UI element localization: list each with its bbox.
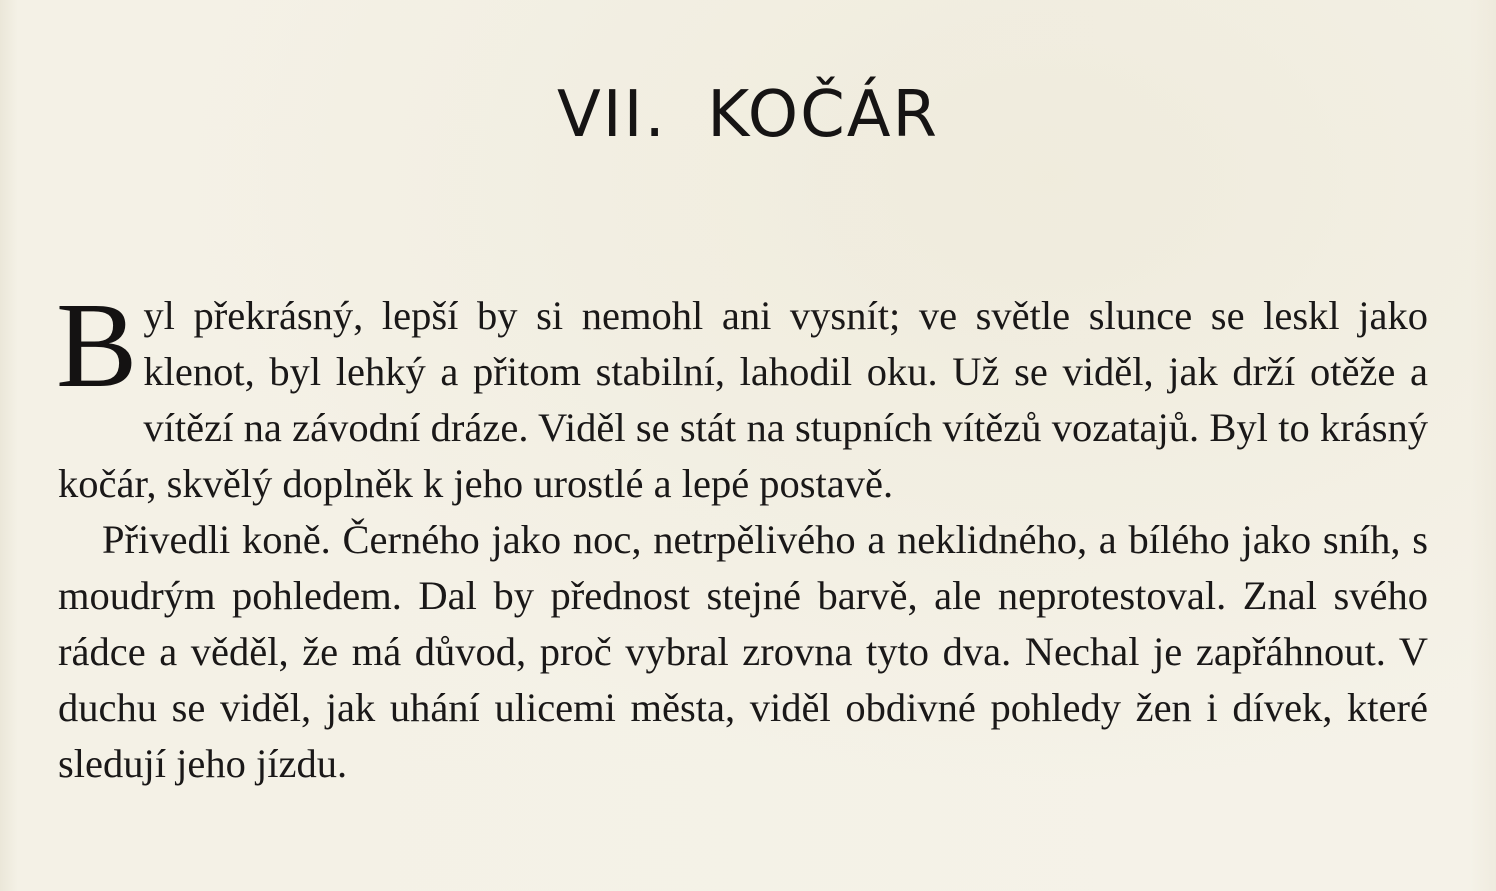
paragraph-1 <box>56 278 1428 512</box>
body-text <box>56 278 1428 792</box>
chapter-title: VII. KOČÁR <box>557 78 939 152</box>
paragraph-2: Přivedli koně. Černého jako noc, netrpělivého a neklidného, a bílého jako sníh, s moudrým pohledem. Dal by přednost stejné barvě, ale neprotestoval. Znal svého rádce a věděl, že má důvod, proč vybral zrovna tyto dva. Nechal je zapřáhnout. V duchu se viděl, jak uhání ulicemi města, viděl obdivné pohledy žen i dívek, které sledují jeho jízdu. <box>58 517 1428 786</box>
drop-cap: B <box>56 278 138 413</box>
paragraph-1-text: yl překrásný, lepší by si nemohl ani vysnít; ve světle slunce se leskl jako klenot, byl lehký a přitom stabilní, lahodil oku. Už se viděl, jak drží otěže a vítězí na závodní dráze. Viděl se stát na stupních vítězů vozatajů. Byl to krásný kočár, skvělý doplněk k jeho urostlé a lepé postavě. <box>58 293 1428 506</box>
